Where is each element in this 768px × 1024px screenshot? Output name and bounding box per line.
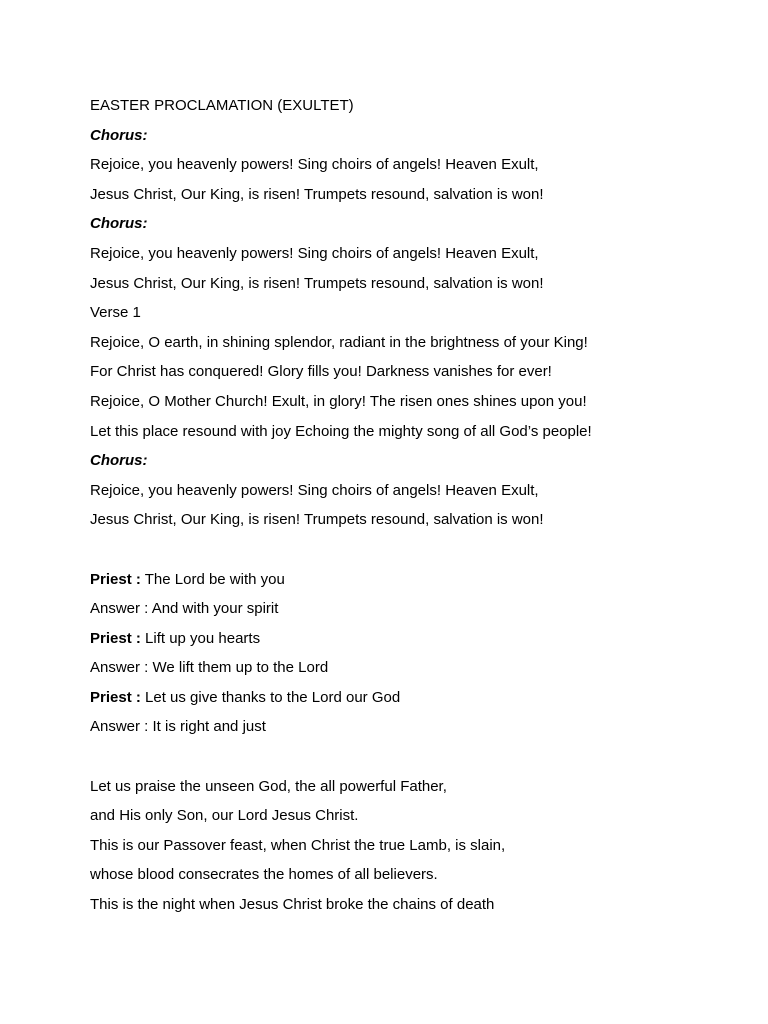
chorus-label: Chorus: (90, 452, 148, 470)
chorus-line: Jesus Christ, Our King, is risen! Trumpets resound, salvation is won! (90, 511, 544, 529)
verse-label: Verse 1 (90, 304, 141, 322)
document-title: EASTER PROCLAMATION (EXULTET) (90, 97, 354, 114)
praise-line: whose blood consecrates the homes of all believers. (90, 866, 438, 884)
chorus-line: Jesus Christ, Our King, is risen! Trumpets resound, salvation is won! (90, 185, 544, 203)
dialogue-answer-line: Answer : It is right and just (90, 718, 266, 736)
document-page (90, 91, 730, 920)
praise-line: This is our Passover feast, when Christ the true Lamb, is slain, (90, 836, 506, 854)
verse-line: Rejoice, O earth, in shining splendor, radiant in the brightness of your King! (90, 333, 588, 351)
chorus-line: Rejoice, you heavenly powers! Sing choirs of angels! Heaven Exult, (90, 481, 539, 499)
dialogue-priest-line (90, 683, 730, 713)
priest-text: Let us give thanks to the Lord our God (140, 688, 401, 706)
priest-text: The Lord be with you (140, 570, 285, 588)
dialogue-priest-line (90, 565, 730, 595)
praise-line: This is the night when Jesus Christ broke the chains of death (90, 896, 495, 914)
verse-line: Let this place resound with joy Echoing the mighty song of all God’s people! (90, 422, 592, 440)
priest-label: Priest : (90, 629, 141, 647)
priest-label: Priest : (90, 570, 141, 588)
chorus-line: Jesus Christ, Our King, is risen! Trumpets resound, salvation is won! (90, 274, 544, 292)
dialogue-priest-line (90, 624, 730, 654)
verse-line: For Christ has conquered! Glory fills you! Darkness vanishes for ever! (90, 363, 552, 381)
praise-line: Let us praise the unseen God, the all powerful Father, (90, 777, 447, 795)
priest-label: Priest : (90, 688, 141, 706)
blank-line (90, 742, 730, 772)
dialogue-answer-line: Answer : And with your spirit (90, 600, 279, 618)
dialogue-answer-line: Answer : We lift them up to the Lord (90, 659, 329, 677)
praise-line: and His only Son, our Lord Jesus Christ. (90, 807, 359, 825)
verse-line: Rejoice, O Mother Church! Exult, in glory! The risen ones shines upon you! (90, 392, 587, 410)
chorus-label: Chorus: (90, 126, 148, 144)
priest-text: Lift up you hearts (140, 629, 261, 647)
chorus-line: Rejoice, you heavenly powers! Sing choirs of angels! Heaven Exult, (90, 244, 539, 262)
blank-line (90, 535, 730, 565)
chorus-label: Chorus: (90, 215, 148, 233)
chorus-line: Rejoice, you heavenly powers! Sing choirs of angels! Heaven Exult, (90, 156, 539, 174)
